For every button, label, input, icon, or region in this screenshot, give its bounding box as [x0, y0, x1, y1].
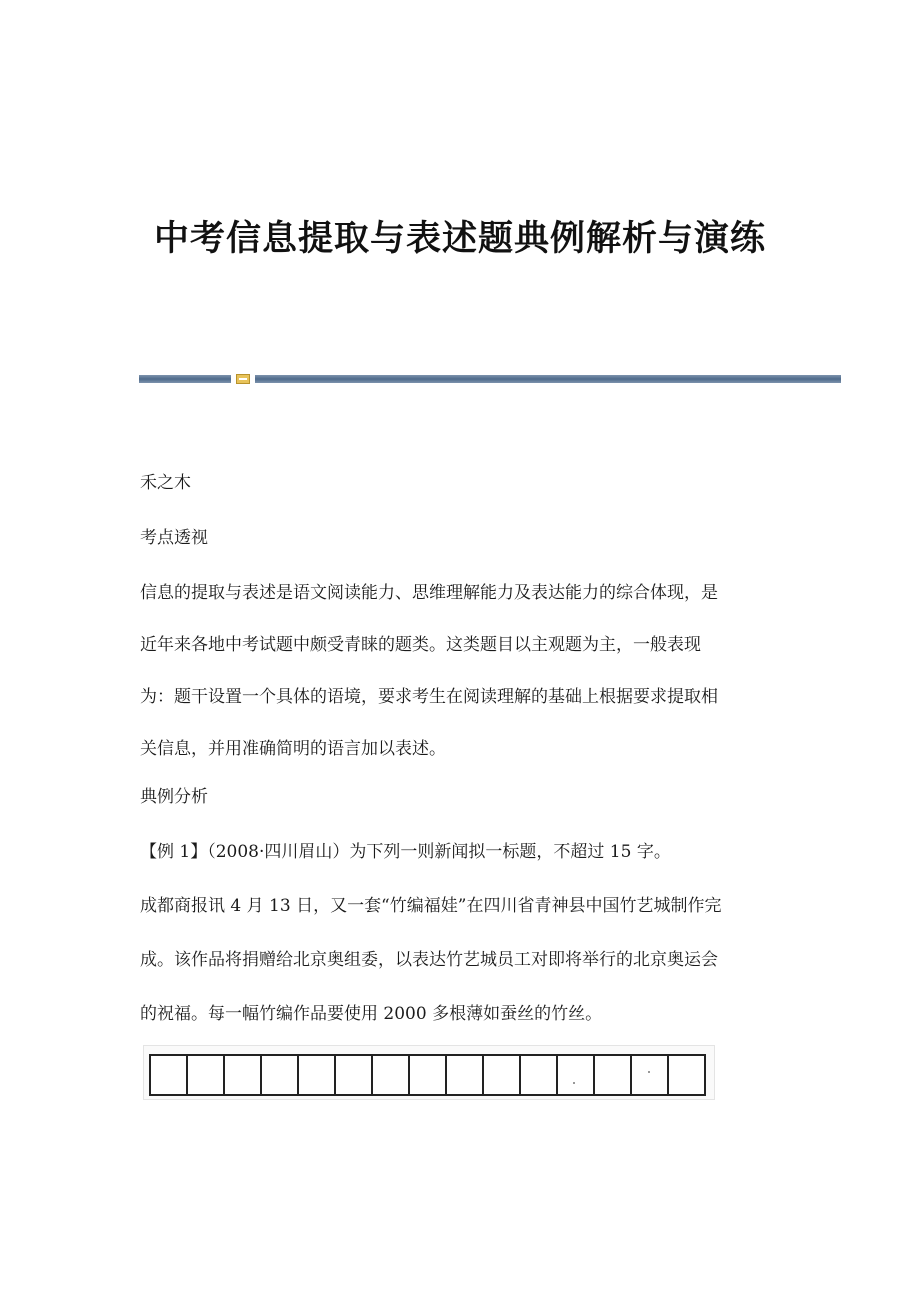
answer-box[interactable] — [484, 1054, 521, 1096]
answer-box[interactable] — [299, 1054, 336, 1096]
answer-box[interactable] — [188, 1054, 225, 1096]
answer-grid — [143, 1045, 715, 1100]
news-line: 的祝福。每一幅竹编作品要使用 2000 多根薄如蚕丝的竹丝。 — [140, 1004, 603, 1024]
divider-bar-right — [255, 375, 841, 383]
paragraph-line: 近年来各地中考试题中颇受青睐的题类。这类题目以主观题为主，一般表现 — [140, 635, 701, 655]
answer-box[interactable] — [262, 1054, 299, 1096]
answer-row — [149, 1054, 706, 1096]
title-divider — [139, 375, 841, 383]
answer-box[interactable] — [373, 1054, 410, 1096]
paragraph-line: 关信息，并用准确简明的语言加以表述。 — [140, 739, 446, 759]
example-prompt: 【例 1】（2008·四川眉山）为下列一则新闻拟一标题，不超过 15 字。 — [140, 842, 671, 862]
section-heading-dianli: 典例分析 — [140, 787, 208, 807]
answer-box[interactable] — [336, 1054, 373, 1096]
scan-speck — [573, 1082, 575, 1084]
news-line: 成。该作品将捐赠给北京奥组委，以表达竹艺城员工对即将举行的北京奥运会 — [140, 950, 718, 970]
answer-box[interactable] — [151, 1054, 188, 1096]
document-title: 中考信息提取与表述题典例解析与演练 — [153, 218, 766, 259]
answer-box[interactable] — [669, 1054, 706, 1096]
scan-speck — [648, 1071, 650, 1073]
answer-box[interactable] — [595, 1054, 632, 1096]
answer-box[interactable] — [410, 1054, 447, 1096]
answer-box[interactable] — [447, 1054, 484, 1096]
answer-box[interactable] — [521, 1054, 558, 1096]
divider-ornament-icon — [236, 374, 250, 384]
news-line: 成都商报讯 4 月 13 日，又一套“竹编福娃”在四川省青神县中国竹艺城制作完 — [140, 896, 722, 916]
paragraph-line: 信息的提取与表述是语文阅读能力、思维理解能力及表达能力的综合体现，是 — [140, 583, 718, 603]
news-paragraph — [140, 893, 780, 1028]
answer-box[interactable] — [558, 1054, 595, 1096]
section-heading-kaodian: 考点透视 — [140, 528, 208, 548]
author-name: 禾之木 — [140, 473, 191, 493]
divider-bar-left — [139, 375, 231, 383]
paragraph-line: 为：题干设置一个具体的语境，要求考生在阅读理解的基础上根据要求提取相 — [140, 687, 718, 707]
section-paragraph — [140, 580, 780, 763]
answer-box[interactable] — [225, 1054, 262, 1096]
answer-box[interactable] — [632, 1054, 669, 1096]
